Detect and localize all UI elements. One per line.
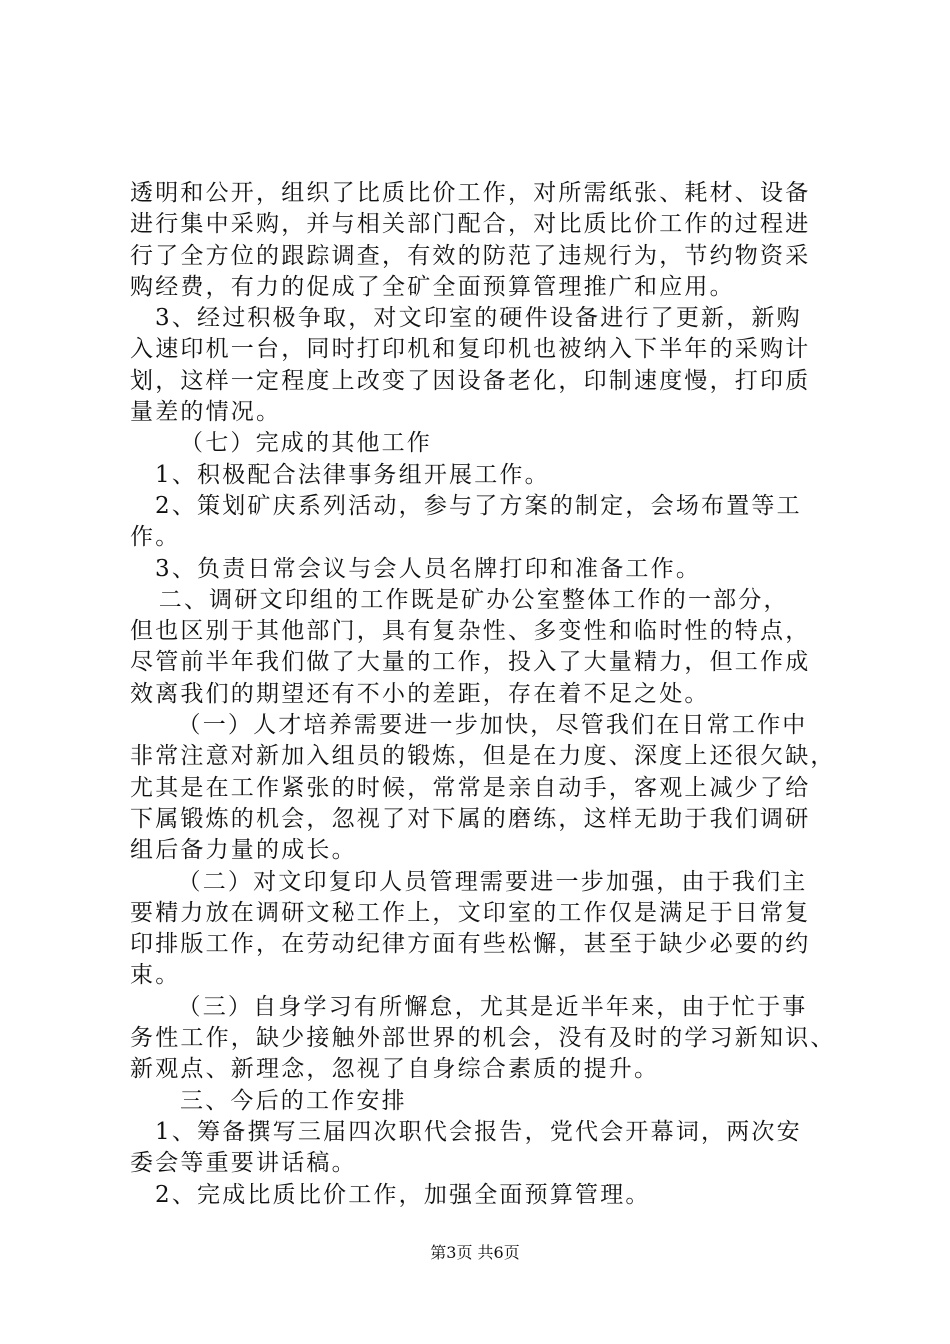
text-line: 进行集中采购，并与相关部门配合，对比质比价工作的过程进 xyxy=(130,211,811,238)
text-line: 新观点、新理念，忽视了自身综合素质的提升。 xyxy=(130,1056,660,1083)
text-line: 务性工作，缺少接触外部世界的机会，没有及时的学习新知识、 xyxy=(130,1025,836,1052)
text-line: 委会等重要讲话稿。 xyxy=(130,1150,357,1177)
text-line: 2、完成比质比价工作，加强全面预算管理。 xyxy=(155,1181,651,1208)
text-line: （七）完成的其他工作 xyxy=(180,430,432,457)
text-line: （二）对文印复印人员管理需要进一步加强，由于我们主 xyxy=(177,868,808,895)
text-line: 透明和公开，组织了比质比价工作，对所需纸张、耗材、设备 xyxy=(130,180,811,206)
text-line: 3、负责日常会议与会人员名牌打印和准备工作。 xyxy=(155,555,702,582)
text-line: 但也区别于其他部门，具有复杂性、多变性和临时性的特点， xyxy=(130,618,811,645)
page-footer: 第3页 共6页 xyxy=(430,1243,520,1262)
text-line: 作。 xyxy=(130,524,181,551)
text-line: 划，这样一定程度上改变了因设备老化，印制速度慢，打印质 xyxy=(130,367,811,394)
document-body xyxy=(130,178,836,1211)
text-line: （一）人才培养需要进一步加快，尽管我们在日常工作中 xyxy=(177,712,808,739)
text-line: 非常注意对新加入组员的锻炼，但是在力度、深度上还很欠缺， xyxy=(130,743,836,770)
text-line: 尤其是在工作紧张的时候，常常是亲自动手，客观上减少了给 xyxy=(130,774,811,801)
text-line: 2、策划矿庆系列活动，参与了方案的制定，会场布置等工 xyxy=(155,492,802,519)
text-line: （三）自身学习有所懈怠，尤其是近半年来，由于忙于事 xyxy=(177,993,808,1020)
text-line: 1、筹备撰写三届四次职代会报告，党代会开幕词，两次安 xyxy=(155,1118,802,1145)
text-line: 下属锻炼的机会，忽视了对下属的磨练，这样无助于我们调研 xyxy=(130,805,811,832)
text-line: 要精力放在调研文秘工作上，文印室的工作仅是满足于日常复 xyxy=(130,899,811,926)
text-line: 三、今后的工作安排 xyxy=(180,1087,407,1114)
text-line: 1、积极配合法律事务组开展工作。 xyxy=(155,461,550,488)
text-line: 二、调研文印组的工作既是矿办公室整体工作的一部分， xyxy=(158,586,789,613)
text-line: 效离我们的期望还有不小的差距，存在着不足之处。 xyxy=(130,680,710,707)
text-line: 束。 xyxy=(130,962,181,989)
text-line: 3、经过积极争取，对文印室的硬件设备进行了更新，新购 xyxy=(155,305,802,332)
text-line: 行了全方位的跟踪调查，有效的防范了违规行为，节约物资采 xyxy=(130,242,811,269)
text-line: 量差的情况。 xyxy=(130,399,282,426)
text-line: 组后备力量的成长。 xyxy=(130,837,357,864)
text-line: 印排版工作，在劳动纪律方面有些松懈，甚至于缺少必要的约 xyxy=(130,931,811,958)
text-line: 尽管前半年我们做了大量的工作，投入了大量精力，但工作成 xyxy=(130,649,811,676)
text-line: 购经费，有力的促成了全矿全面预算管理推广和应用。 xyxy=(130,273,735,300)
text-line: 入速印机一台，同时打印机和复印机也被纳入下半年的采购计 xyxy=(130,336,811,363)
